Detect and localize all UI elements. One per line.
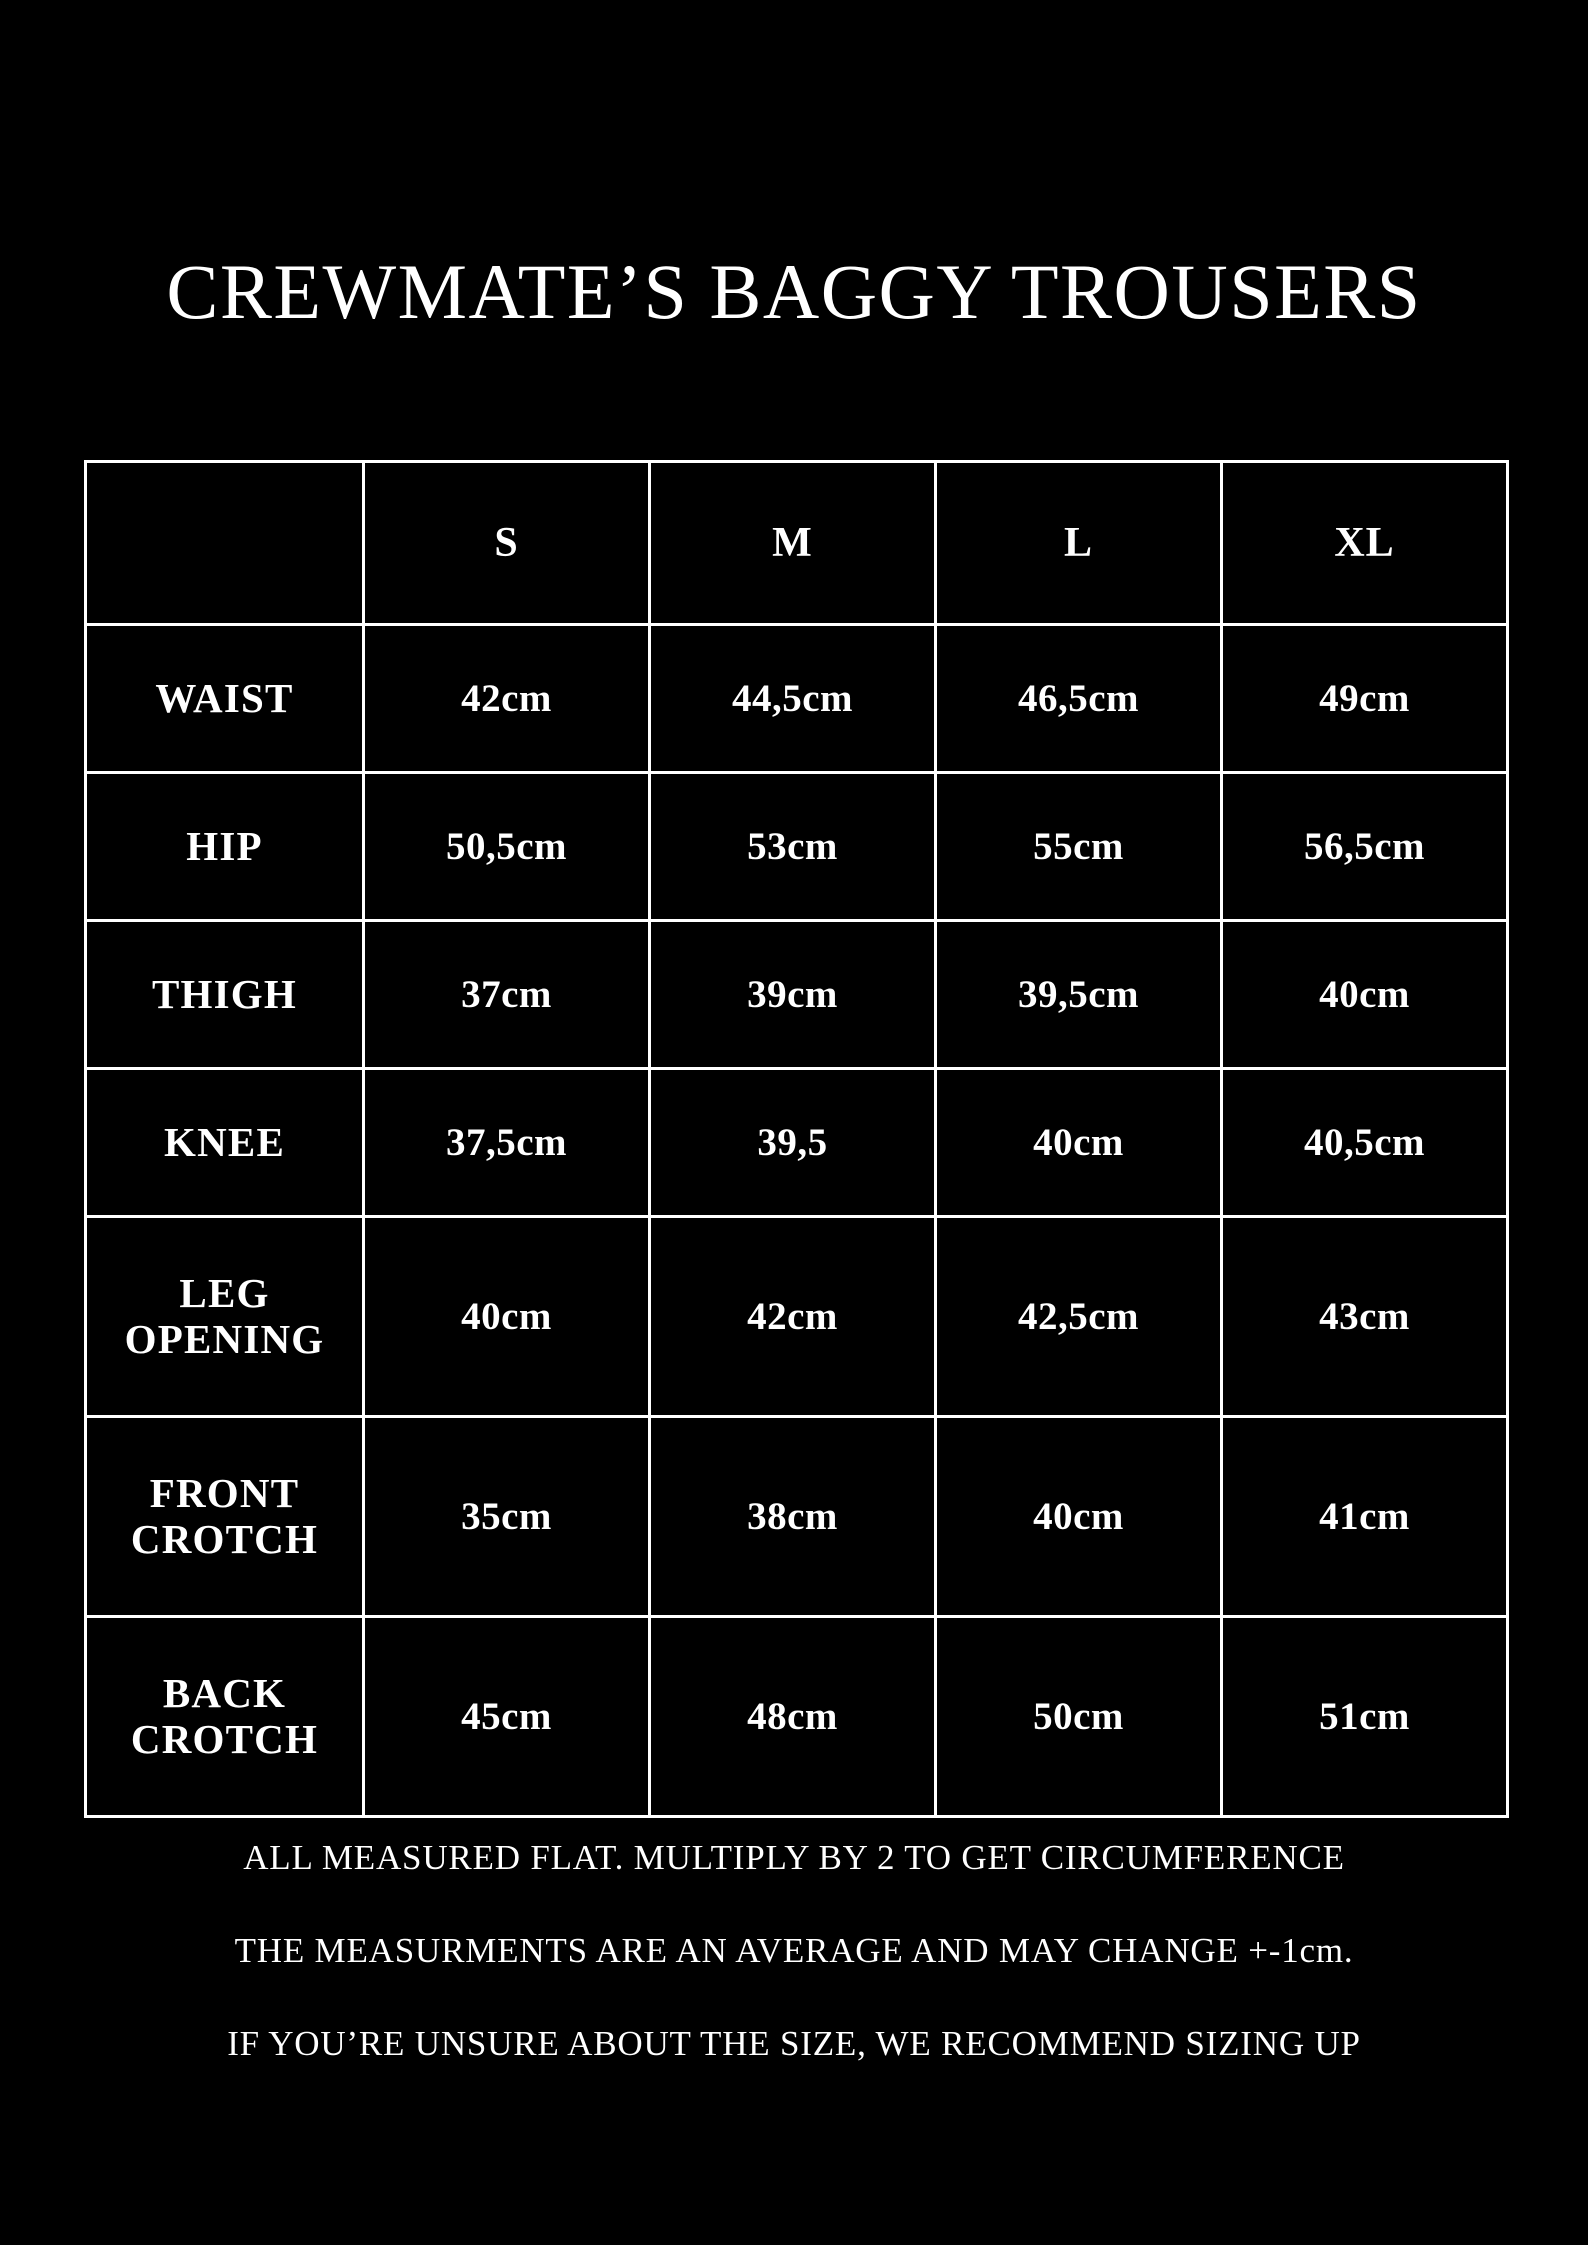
row-label-leg-opening-line2: OPENING: [124, 1315, 325, 1362]
cell-waist-l: 46,5cm: [936, 625, 1222, 773]
cell-waist-xl: 49cm: [1222, 625, 1508, 773]
table-row: [86, 921, 1508, 1069]
cell-waist-s: 42cm: [364, 625, 650, 773]
table-row: [86, 1417, 1508, 1617]
table-row: [86, 625, 1508, 773]
row-label-knee: KNEE: [86, 1069, 364, 1217]
cell-back-crotch-xl: 51cm: [1222, 1617, 1508, 1817]
cell-thigh-l: 39,5cm: [936, 921, 1222, 1069]
note-average-tolerance: THE MEASURMENTS ARE AN AVERAGE AND MAY CHANGE +-1cm.: [234, 1931, 1354, 1970]
cell-leg-opening-l: 42,5cm: [936, 1217, 1222, 1417]
row-label-back-crotch: [86, 1617, 364, 1817]
cell-knee-l: 40cm: [936, 1069, 1222, 1217]
cell-thigh-s: 37cm: [364, 921, 650, 1069]
column-header-l: L: [936, 462, 1222, 625]
cell-knee-m: 39,5: [650, 1069, 936, 1217]
cell-leg-opening-m: 42cm: [650, 1217, 936, 1417]
note-sizing-up: IF YOU’RE UNSURE ABOUT THE SIZE, WE RECOMMEND SIZING UP: [227, 2024, 1361, 2063]
cell-thigh-xl: 40cm: [1222, 921, 1508, 1069]
cell-leg-opening-xl: 43cm: [1222, 1217, 1508, 1417]
cell-hip-l: 55cm: [936, 773, 1222, 921]
row-label-leg-opening: [86, 1217, 364, 1417]
table-row: [86, 773, 1508, 921]
table-corner-cell: [86, 462, 364, 625]
table-header-row: [86, 462, 1508, 625]
row-label-waist: WAIST: [86, 625, 364, 773]
notes-section: [0, 1840, 1588, 2119]
row-label-leg-opening-line1: LEG: [179, 1269, 270, 1316]
row-label-thigh: THIGH: [86, 921, 364, 1069]
table-row: [86, 1069, 1508, 1217]
cell-hip-s: 50,5cm: [364, 773, 650, 921]
row-label-front-crotch-line2: CROTCH: [130, 1515, 319, 1562]
cell-knee-xl: 40,5cm: [1222, 1069, 1508, 1217]
size-chart-table: [84, 460, 1509, 1818]
page-title: CREWMATE’S BAGGY TROUSERS: [166, 248, 1422, 335]
cell-back-crotch-m: 48cm: [650, 1617, 936, 1817]
row-label-hip: HIP: [86, 773, 364, 921]
cell-front-crotch-l: 40cm: [936, 1417, 1222, 1617]
cell-back-crotch-l: 50cm: [936, 1617, 1222, 1817]
table-row: [86, 1217, 1508, 1417]
cell-leg-opening-s: 40cm: [364, 1217, 650, 1417]
cell-back-crotch-s: 45cm: [364, 1617, 650, 1817]
row-label-back-crotch-line2: CROTCH: [130, 1715, 319, 1762]
column-header-s: S: [364, 462, 650, 625]
table-row: [86, 1617, 1508, 1817]
column-header-xl: XL: [1222, 462, 1508, 625]
cell-hip-m: 53cm: [650, 773, 936, 921]
cell-knee-s: 37,5cm: [364, 1069, 650, 1217]
cell-waist-m: 44,5cm: [650, 625, 936, 773]
note-measured-flat: ALL MEASURED FLAT. MULTIPLY BY 2 TO GET CIRCUMFERENCE: [243, 1838, 1345, 1877]
row-label-back-crotch-line1: BACK: [162, 1669, 287, 1716]
cell-thigh-m: 39cm: [650, 921, 936, 1069]
column-header-m: M: [650, 462, 936, 625]
cell-front-crotch-xl: 41cm: [1222, 1417, 1508, 1617]
cell-front-crotch-m: 38cm: [650, 1417, 936, 1617]
cell-hip-xl: 56,5cm: [1222, 773, 1508, 921]
cell-front-crotch-s: 35cm: [364, 1417, 650, 1617]
row-label-front-crotch-line1: FRONT: [149, 1469, 300, 1516]
row-label-front-crotch: [86, 1417, 364, 1617]
